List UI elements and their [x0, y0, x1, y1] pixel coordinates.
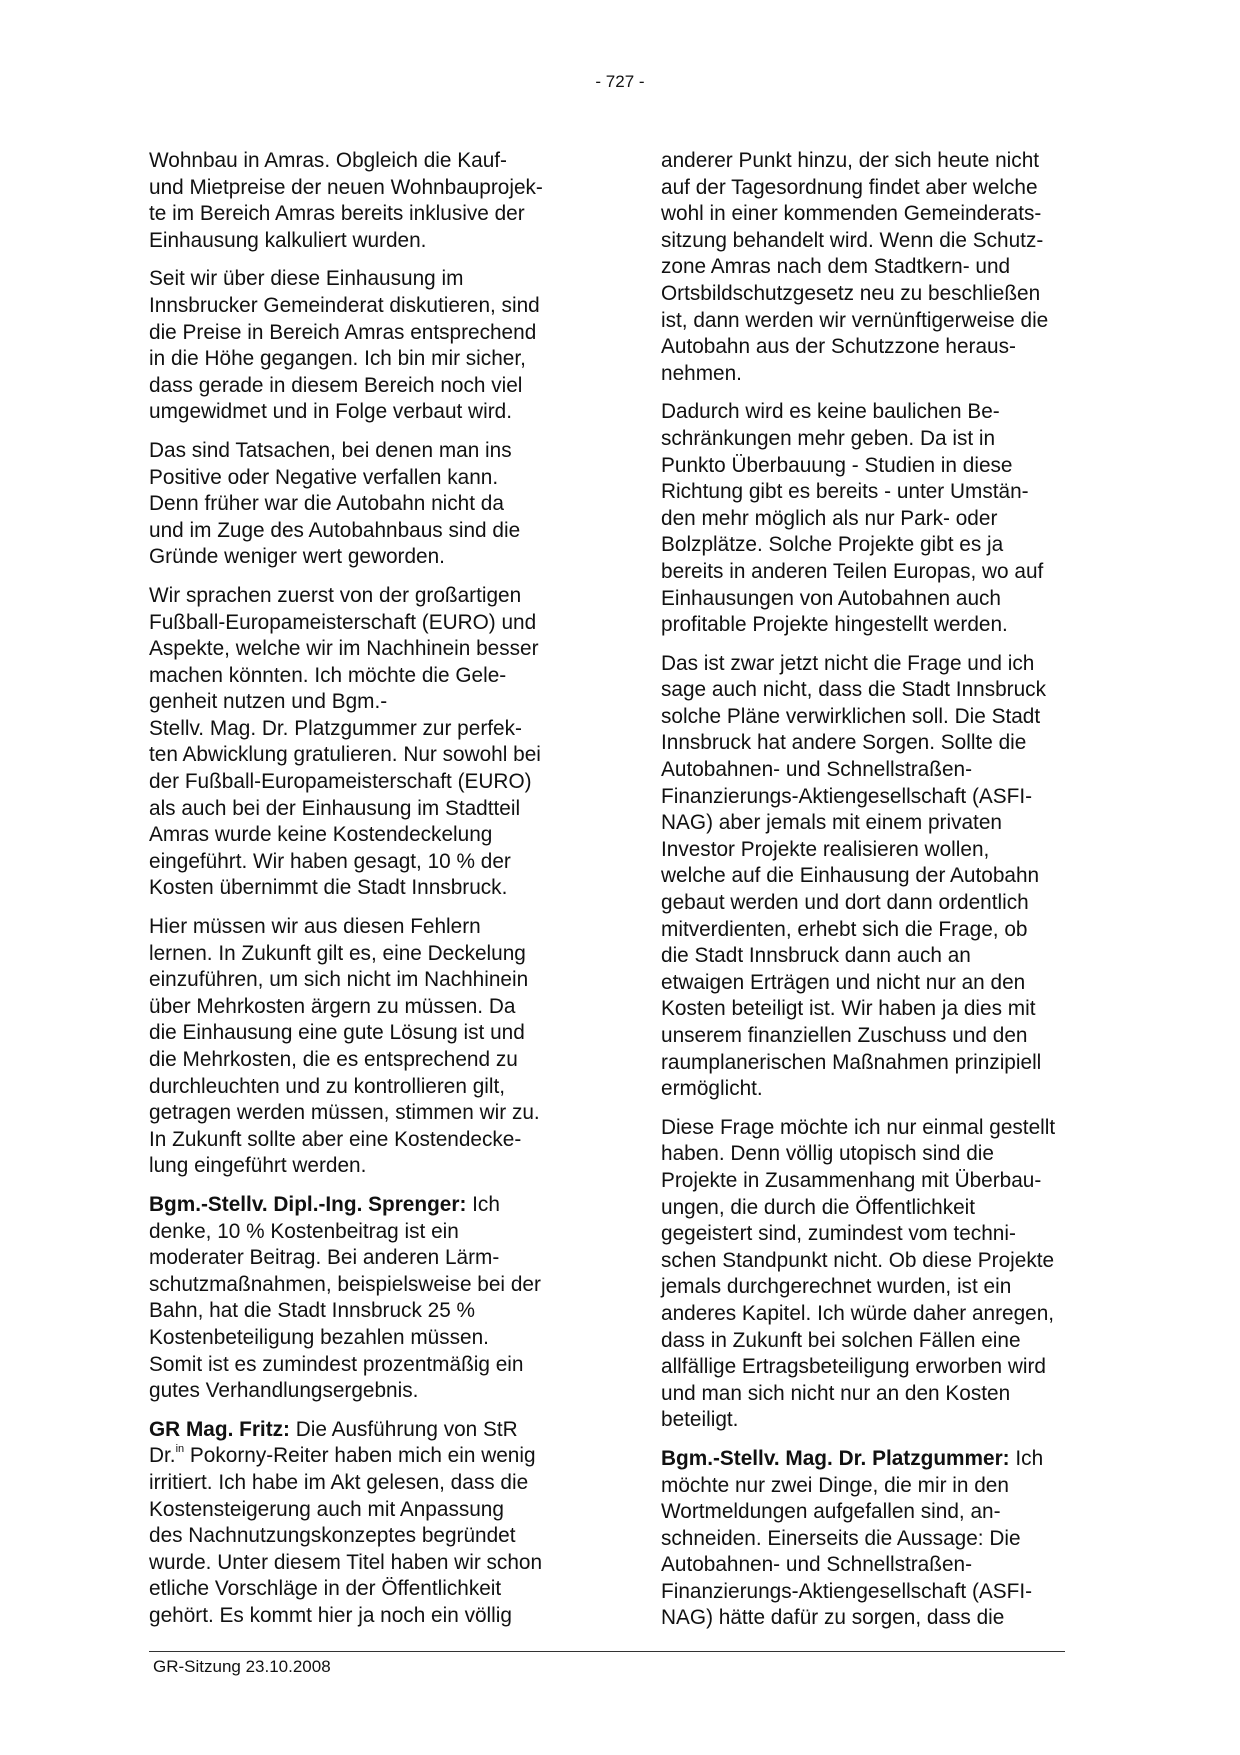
paragraph: Das ist zwar jetzt nicht die Frage und ich sage auch nicht, dass die Stadt Innsbruck solche Pläne verwirklichen soll. Die Stadt Innsbruck hat andere Sorgen. Sollte die Autobahnen- und Schnellstraßen- Finanzierungs-Aktiengesellschaft (ASFI- NAG) aber jemals mit einem privaten Investor Projekte realisieren wollen, welche auf die Einhausung der Autobahn gebaut werden und dort dann ordentlich mitverdienten, erhebt sich die Frage, ob die Stadt Innsbruck dann auch an etwaigen Erträgen und nicht nur an den Kosten beteiligt ist. Wir haben ja dies mit unserem finanziellen Zuschuss und den raumplanerischen Maßnahmen prinzipiell ermöglicht.	[661, 651, 1046, 1101]
speech-text: Ich möchte nur zwei Dinge, die mir in den Wortmeldungen aufgefallen sind, an- schneiden. Einerseits die Aussage: Die Autobahnen- und Schnellstraßen- Finanzierungs-Aktiengesellschaft (ASFI- NAG) hätte dafür zu sorgen, dass die	[661, 1446, 1044, 1630]
right-column	[661, 148, 1111, 1644]
paragraph: Hier müssen wir aus diesen Fehlern lernen. In Zukunft gilt es, eine Deckelung einzuführen, um sich nicht im Nachhinein über Mehrkosten ärgern zu müssen. Da die Einhausung eine gute Lösung ist und die Mehrkosten, die es entsprechend zu durchleuchten und zu kontrollieren gilt, getragen werden müssen, stimmen wir zu. In Zukunft sollte aber eine Kostendecke- lung eingeführt werden.	[149, 915, 540, 1178]
speech-paragraph	[149, 1417, 599, 1630]
left-column	[149, 148, 599, 1641]
paragraph: Diese Frage möchte ich nur einmal gestellt haben. Denn völlig utopisch sind die Projekte in Zusammenhang mit Überbau- ungen, die durch die Öffentlichkeit gegeistert sind, zumindest vom techni- schen Standpunkt nicht. Ob diese Projekte jemals durchgerechnet wurden, ist ein anderes Kapitel. Ich würde daher anregen, dass in Zukunft bei solchen Fällen eine allfällige Ertragsbeteiligung erworben wird und man sich nicht nur an den Kosten beteiligt.	[661, 1115, 1056, 1432]
speaker-name: Bgm.-Stellv. Dipl.-Ing. Sprenger:	[149, 1192, 467, 1216]
speaker-name: Bgm.-Stellv. Mag. Dr. Platzgummer:	[661, 1446, 1010, 1470]
paragraph: Wohnbau in Amras. Obgleich die Kauf- und Mietpreise der neuen Wohnbauprojek- te im Bereich Amras bereits inklusive der Einhausung kalkuliert wurden.	[149, 149, 543, 252]
speaker-name: GR Mag. Fritz:	[149, 1417, 290, 1441]
paragraph: Seit wir über diese Einhausung im Innsbrucker Gemeinderat diskutieren, sind die Preise in Bereich Amras entsprechend in die Höhe gegangen. Ich bin mir sicher, dass gerade in diesem Bereich noch viel umgewidmet und in Folge verbaut wird.	[149, 267, 540, 424]
footer-session-date: GR-Sitzung 23.10.2008	[153, 1657, 331, 1676]
speech-text: Die Ausführung von StR Dr.	[149, 1417, 518, 1468]
speech-text: Pokorny-Reiter haben mich ein wenig irritiert. Ich habe im Akt gelesen, dass die Kostensteigerung auch mit Anpassung des Nachnutzungskonzeptes begründet wurde. Unter diesem Titel haben wir schon etliche Vorschläge in der Öffentlichkeit gehört. Es kommt hier ja noch ein völlig	[149, 1444, 543, 1627]
paragraph: Wir sprachen zuerst von der großartigen Fußball-Europameisterschaft (EURO) und Aspekte, welche wir im Nachhinein besser machen könnten. Ich möchte die Gele- genheit nutzen und Bgm.- Stellv. Mag. Dr. Platzgummer zur perfek- ten Abwicklung gratulieren. Nur sowohl bei der Fußball-Europameisterschaft (EURO) als auch bei der Einhausung im Stadtteil Amras wurde keine Kostendeckelung eingeführt. Wir haben gesagt, 10 % der Kosten übernimmt die Stadt Innsbruck.	[149, 583, 541, 900]
page-number: - 727 -	[595, 72, 645, 91]
paragraph: Das sind Tatsachen, bei denen man ins Positive oder Negative verfallen kann. Denn früher war die Autobahn nicht da und im Zuge des Autobahnbaus sind die Gründe weniger wert geworden.	[149, 438, 521, 569]
speech-paragraph	[661, 1446, 1111, 1632]
speech-text: Ich denke, 10 % Kostenbeitrag ist ein moderater Beitrag. Bei anderen Lärm- schutzmaßnahmen, beispielsweise bei der Bahn, hat die Stadt Innsbruck 25 % Kostenbeteiligung bezahlen müssen. Somit ist es zumindest prozentmäßig ein gutes Verhandlungsergebnis.	[149, 1192, 541, 1403]
paragraph: Dadurch wird es keine baulichen Be- schränkungen mehr geben. Da ist in Punkto Überbauung - Studien in diese Richtung gibt es bereits - unter Umstän- den mehr möglich als nur Park- oder Bolzplätze. Solche Projekte gibt es ja bereits in anderen Teilen Europas, wo auf Einhausungen von Autobahnen auch profitable Projekte hingestellt werden.	[661, 400, 1044, 637]
footer-divider	[149, 1651, 1065, 1652]
superscript: in	[175, 1443, 185, 1456]
speech-paragraph	[149, 1192, 599, 1405]
paragraph: anderer Punkt hinzu, der sich heute nicht auf der Tagesordnung findet aber welche wohl in einer kommenden Gemeinderats- sitzung behandelt wird. Wenn die Schutz- zone Amras nach dem Stadtkern- und Ortsbildschutzgesetz neu zu beschließen ist, dann werden wir vernünftigerweise die Autobahn aus der Schutzzone heraus- nehmen.	[661, 149, 1049, 385]
